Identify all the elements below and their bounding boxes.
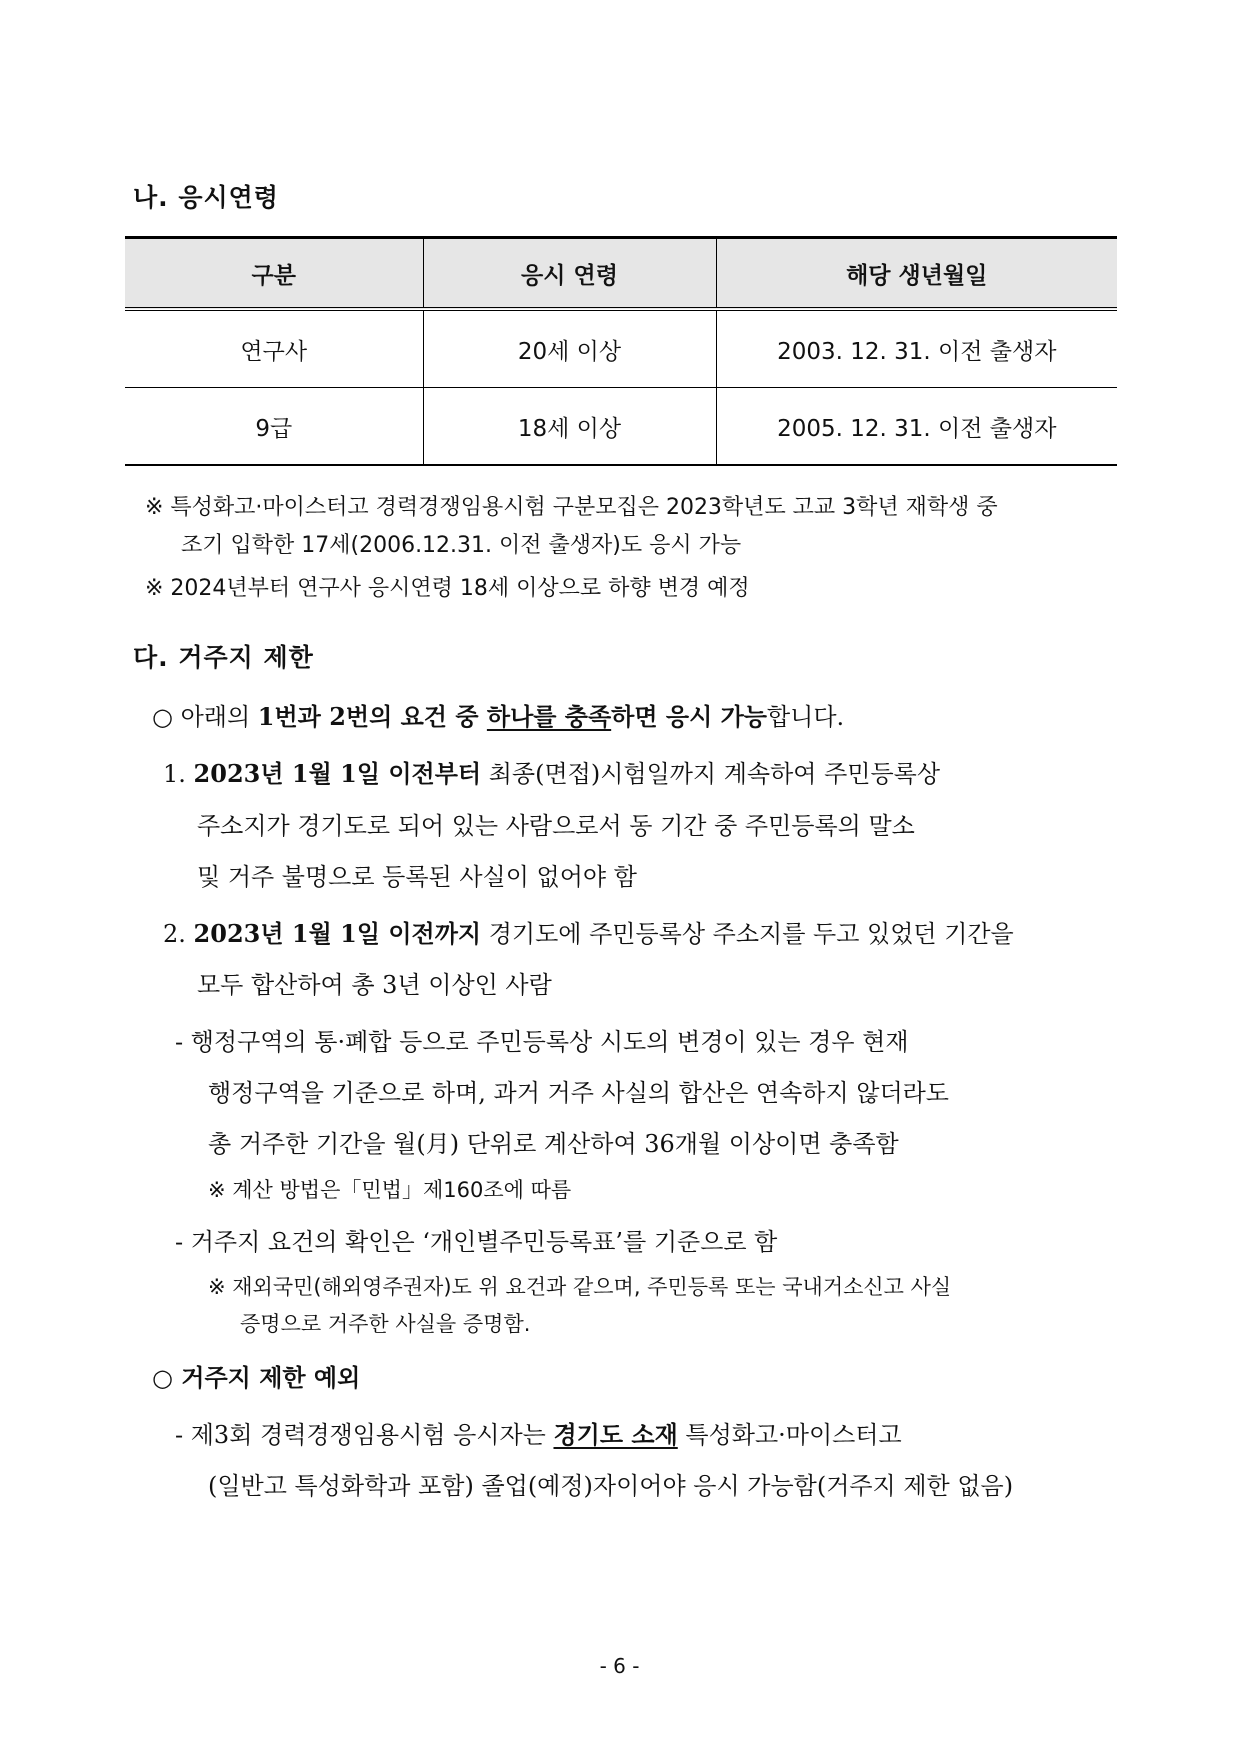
intro-text: 아래의	[180, 703, 258, 731]
item-emphasis: 2023년 1월 1일 이전까지	[193, 919, 482, 948]
requirement-2-line2: 모두 합산하여 총 3년 이상인 사람	[197, 971, 552, 999]
item-number: 1.	[163, 760, 186, 788]
table-header-cell: 응시 연령	[423, 238, 716, 310]
age-note-1-continued: 조기 입학한 17세(2006.12.31. 이전 출생자)도 응시 가능	[181, 533, 742, 558]
table-cell: 20세 이상	[423, 309, 716, 388]
overseas-korean-note-line2: 증명으로 거주한 사실을 증명함.	[240, 1312, 531, 1336]
residence-exception-heading: ○ 거주지 제한 예외	[152, 1363, 361, 1392]
exception-text: - 제3회 경력경쟁임용시험 응시자는	[175, 1421, 554, 1449]
table-cell: 2003. 12. 31. 이전 출생자	[716, 309, 1117, 388]
admin-district-note-line3: 총 거주한 기간을 월(月) 단위로 계산하여 36개월 이상이면 충족함	[208, 1130, 899, 1158]
admin-district-note-line2: 행정구역을 기준으로 하며, 과거 거주 사실의 합산은 연속하지 않더라도	[208, 1079, 949, 1107]
item-text: 경기도에 주민등록상 주소지를 두고 있었던 기간을	[481, 920, 1014, 948]
table-row	[125, 388, 1117, 466]
table-cell: 18세 이상	[423, 388, 716, 466]
page-number: - 6 -	[599, 1654, 640, 1678]
requirement-2	[163, 914, 1014, 949]
residence-check-note: - 거주지 요건의 확인은 ‘개인별주민등록표’를 기준으로 함	[175, 1228, 778, 1256]
exception-text: 특성화고·마이스터고	[677, 1421, 902, 1449]
circle-bullet: ○	[152, 703, 173, 731]
table-header-row	[125, 238, 1117, 310]
residence-intro	[152, 697, 844, 732]
exception-detail-line2: (일반고 특성화학과 포함) 졸업(예정)자이어야 응시 가능함(거주지 제한 없음)	[208, 1472, 1014, 1500]
age-note-2: ※ 2024년부터 연구사 응시연령 18세 이상으로 하향 변경 예정	[145, 576, 750, 601]
table-row	[125, 309, 1117, 388]
table-header-cell: 해당 생년월일	[716, 238, 1117, 310]
item-text: 최종(면접)시험일까지 계속하여 주민등록상	[481, 760, 941, 788]
intro-emphasis: 1번과 2번의 요건 중	[257, 702, 487, 731]
table-cell: 9급	[125, 388, 423, 466]
section-heading-residence: 다. 거주지 제한	[133, 643, 314, 672]
table-header-cell: 구분	[125, 238, 423, 310]
exception-detail	[175, 1415, 902, 1450]
admin-district-note: - 행정구역의 통·폐합 등으로 주민등록상 시도의 변경이 있는 경우 현재	[175, 1028, 909, 1056]
age-note-1: ※ 특성화고·마이스터고 경력경쟁임용시험 구분모집은 2023학년도 고교 3학년 재학생 중	[145, 495, 998, 520]
intro-emphasis: 하면 응시 가능	[611, 702, 767, 731]
table-cell: 연구사	[125, 309, 423, 388]
item-number: 2.	[163, 920, 186, 948]
item-emphasis: 2023년 1월 1일 이전부터	[193, 759, 482, 788]
requirement-1-line3: 및 거주 불명으로 등록된 사실이 없어야 함	[197, 863, 637, 891]
table-cell: 2005. 12. 31. 이전 출생자	[716, 388, 1117, 466]
requirement-1	[163, 754, 940, 789]
civil-law-note: ※ 계산 방법은「민법」제160조에 따름	[208, 1178, 572, 1202]
intro-underlined: 하나를 충족	[486, 702, 612, 731]
age-requirements-table	[125, 236, 1117, 466]
requirement-1-line2: 주소지가 경기도로 되어 있는 사람으로서 동 기간 중 주민등록의 말소	[197, 812, 915, 840]
intro-text: 합니다.	[767, 703, 845, 731]
overseas-korean-note: ※ 재외국민(해외영주권자)도 위 요건과 같으며, 주민등록 또는 국내거소신고 사실	[208, 1275, 952, 1299]
exception-underlined: 경기도 소재	[553, 1420, 678, 1449]
section-heading-age: 나. 응시연령	[133, 183, 279, 212]
